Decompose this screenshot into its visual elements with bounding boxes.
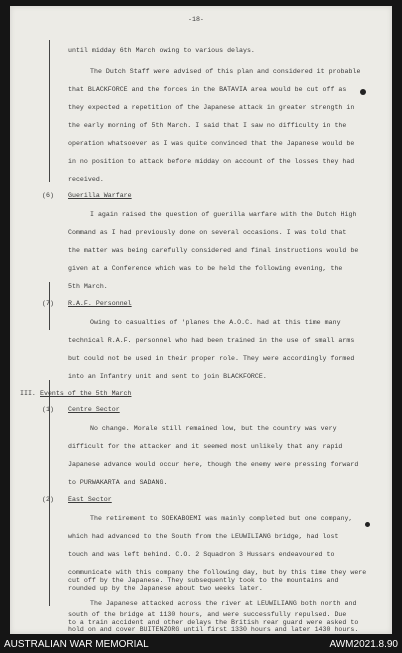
text-line: operation whatsoever as I was quite convinced that the Japanese would be bbox=[68, 140, 355, 147]
section-number: (1) bbox=[42, 406, 54, 413]
text-line: the early morning of 5th March. I said that I saw no difficulty in the bbox=[68, 122, 347, 129]
text-line: Command as I had previously done on several occasions. I was told that bbox=[68, 229, 347, 236]
part-number: III. bbox=[20, 390, 36, 397]
page-number: -18- bbox=[188, 16, 204, 23]
document-page bbox=[10, 6, 392, 634]
text-line: hold on and cover BUITENZORG until first 1330 hours and later 1430 hours. bbox=[68, 626, 359, 633]
margin-line bbox=[49, 40, 50, 182]
footer-institution: AUSTRALIAN WAR MEMORIAL bbox=[4, 639, 149, 650]
part-heading: Events of the 5th March bbox=[40, 390, 132, 397]
text-line: to PURWAKARTA and SADANG. bbox=[68, 479, 168, 486]
text-line: The retirement to SOEKABOEMI was mainly completed but one company, bbox=[90, 515, 353, 522]
text-line: until midday 6th March owing to various delays. bbox=[68, 47, 255, 54]
text-line: I again raised the question of guerilla warfare with the Dutch High bbox=[90, 211, 357, 218]
text-line: The Dutch Staff were advised of this plan and considered it probable bbox=[90, 68, 361, 75]
text-line: to a train accident and other delays the British rear guard were asked to bbox=[68, 619, 359, 626]
text-line: into an Infantry unit and sent to join BLACKFORCE. bbox=[68, 373, 267, 380]
footer-reference: AWM2021.8.90 bbox=[329, 639, 398, 650]
text-line: Japanese advance would occur here, though the enemy were pressing forward bbox=[68, 461, 359, 468]
text-line: south of the bridge at 1130 hours, and were successfully repulsed. Due bbox=[68, 611, 347, 618]
text-line: which had advanced to the South from the LEUWILIANG bridge, had lost bbox=[68, 533, 339, 540]
text-line: Owing to casualties of 'planes the A.O.C. had at this time many bbox=[90, 319, 341, 326]
text-line: communicate with this company the following day, but by this time they were bbox=[68, 569, 367, 576]
text-line: The Japanese attacked across the river at LEUWILIANG both north and bbox=[90, 600, 357, 607]
text-line: given at a Conference which was to be held the following evening, the bbox=[68, 265, 343, 272]
section-heading: R.A.F. Personnel bbox=[68, 300, 132, 307]
text-line: touch and was left behind. C.O. 2 Squadron 3 Hussars endeavoured to bbox=[68, 551, 335, 558]
section-number: (6) bbox=[42, 192, 54, 199]
text-line: in no position to attack before midday on account of the losses they had bbox=[68, 158, 355, 165]
archive-footer bbox=[0, 636, 402, 653]
section-number: (2) bbox=[42, 496, 54, 503]
text-line: they expected a repetition of the Japanese attack in greater strength in bbox=[68, 104, 355, 111]
text-line: No change. Morale still remained low, but the country was very bbox=[90, 425, 337, 432]
text-line: received. bbox=[68, 176, 104, 183]
text-line: difficult for the attacker and it seemed most unlikely that any rapid bbox=[68, 443, 343, 450]
text-line: 5th March. bbox=[68, 283, 108, 290]
section-heading: East Sector bbox=[68, 496, 112, 503]
text-line: cut off by the Japanese. They subsequently took to the mountains and bbox=[68, 577, 339, 584]
section-heading: Guerilla Warfare bbox=[68, 192, 132, 199]
text-line: but could not be used in their proper role. They were accordingly formed bbox=[68, 355, 355, 362]
section-heading: Centre Sector bbox=[68, 406, 120, 413]
text-line: technical R.A.F. personnel who had been trained in the use of small arms bbox=[68, 337, 355, 344]
text-line: that BLACKFORCE and the forces in the BATAVIA area would be cut off as bbox=[68, 86, 347, 93]
text-line: the matter was being carefully considered and final instructions would be bbox=[68, 247, 359, 254]
punch-hole bbox=[365, 522, 370, 527]
text-line: rounded up by the Japanese about two weeks later. bbox=[68, 585, 263, 592]
punch-hole bbox=[360, 89, 366, 95]
section-number: (7) bbox=[42, 300, 54, 307]
